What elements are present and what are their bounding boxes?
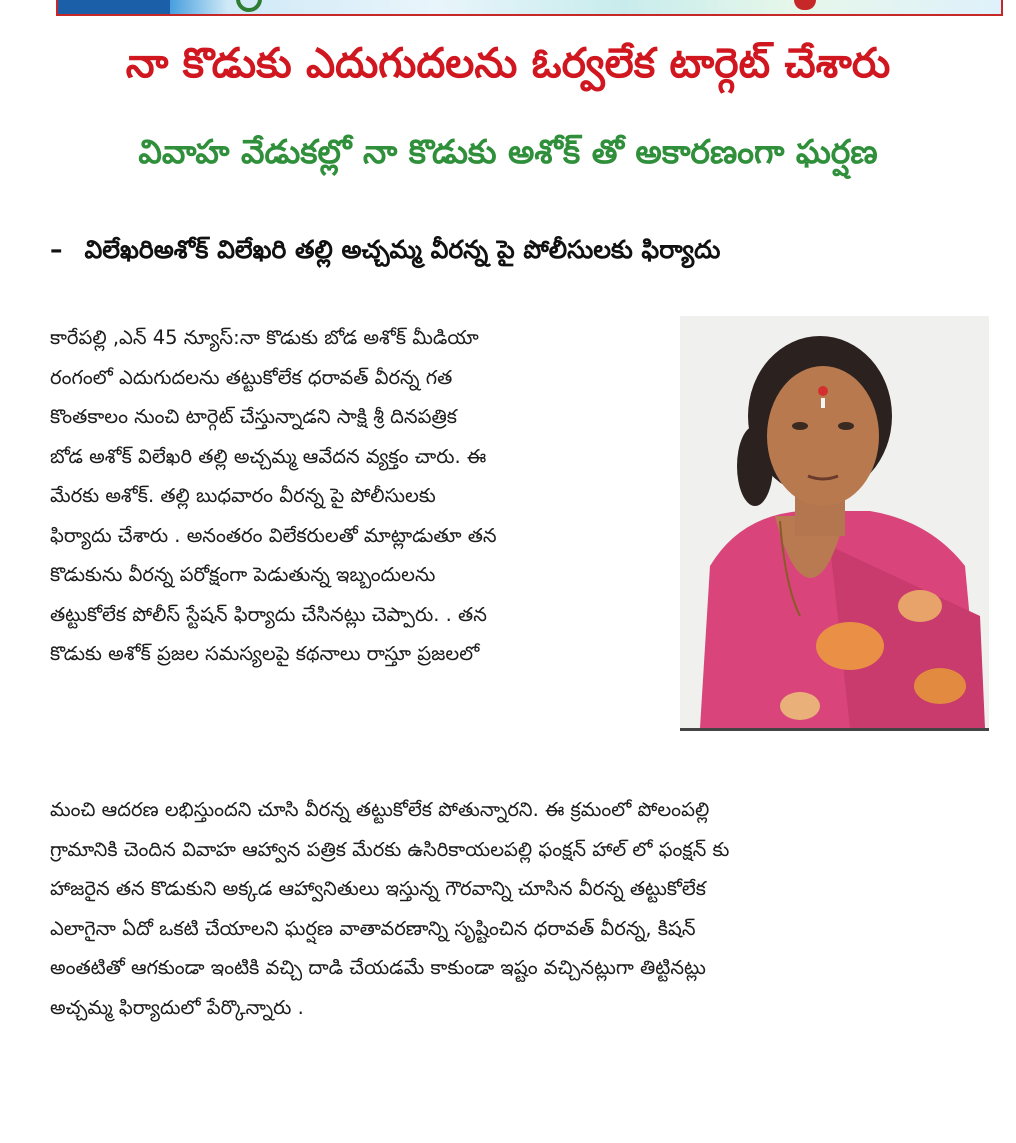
body-line: కొంతకాలం నుంచి టార్గెట్ చేస్తున్నాడని సాక్షి శ్రీ దినపత్రిక — [50, 405, 457, 428]
headline: నా కొడుకు ఎదుగుదలను ఓర్వలేక టార్గెట్ చేశారు — [125, 39, 891, 87]
body-line: మేరకు అశోక్. తల్లి బుధవారం వీరన్న పై పోలీసులకు — [50, 484, 436, 507]
body-line: గ్రామానికి చెందిన వివాహ ఆహ్వాన పత్రిక మేరకు ఉసిరికాయలపల్లి ఫంక్షన్ హాల్ లో ఫంక్షన్ కు — [50, 837, 730, 861]
body-line: రంగంలో ఎదుగుదలను తట్టుకోలేక ధరావత్ వీరన్న గత — [50, 365, 453, 389]
body-line: కొడుకును వీరన్న పరోక్షంగా పెడుతున్న ఇబ్బందులను — [50, 563, 436, 586]
deck-dash: – — [50, 235, 63, 264]
article-body-narrow — [50, 318, 662, 674]
deck-text: విలేఖరిఅశోక్ విలేఖరి తల్లి అచ్చమ్మ వీరన్న పై పోలీసులకు ఫిర్యాదు — [84, 235, 721, 264]
body-line: కొడుకు అశోక్ ప్రజల సమస్యలపై కథనాలు రాస్తూ ప్రజలలో — [50, 642, 480, 665]
body-line: తట్టుకోలేక పోలీస్ స్టేషన్ ఫిర్యాదు చేసినట్లు చెప్పారు. . తన — [50, 602, 487, 626]
banner-red-mark — [794, 0, 816, 10]
top-banner — [56, 0, 1003, 16]
banner-ring-mark — [236, 0, 262, 12]
article-body-wide — [50, 790, 995, 1027]
woman-portrait-photo — [680, 316, 989, 731]
body-line: కారేపల్లి ,ఎన్ 45 న్యూస్:నా కొడుకు బోడ అశోక్ మీడియా — [50, 326, 479, 349]
body-line: అంతటితో ఆగకుండా ఇంటికి వచ్చి దాడి చేయడమే కాకుండా ఇష్టం వచ్చినట్లుగా తిట్టినట్లు — [50, 956, 706, 979]
body-line: మంచి ఆదరణ లభిస్తుందని చూసి వీరన్న తట్టుకోలేక పోతున్నారని. ఈ క్రమంలో పోలంపల్లి — [50, 798, 710, 821]
body-line: ఎలాగైనా ఏదో ఒకటి చేయాలని ఘర్షణ వాతావరణాన్ని సృష్టించిన ధరావత్ వీరన్న, కిషన్ — [50, 916, 696, 940]
body-line: బోడ అశోక్ విలేఖరి తల్లి అచ్చమ్మ ఆవేదన వ్యక్తం చారు. ఈ — [50, 444, 487, 468]
deck — [50, 228, 720, 272]
body-line: ఫిర్యాదు చేశారు . అనంతరం విలేకరులతో మాట్లాడుతూ తన — [50, 523, 497, 547]
body-line: హాజరైన తన కొడుకుని అక్కడ ఆహ్వానితులు ఇస్తున్న గౌరవాన్ని చూసిన వీరన్న తట్టుకోలేక — [50, 877, 706, 900]
banner-logo-block — [58, 0, 170, 16]
body-line: అచ్చమ్మ ఫిర్యాదులో పేర్కొన్నారు . — [50, 995, 304, 1019]
portrait-illustration — [680, 316, 989, 728]
subheadline: వివాహ వేడుకల్లో నా కొడుకు అశోక్ తో అకారణంగా ఘర్షణ — [138, 132, 878, 171]
